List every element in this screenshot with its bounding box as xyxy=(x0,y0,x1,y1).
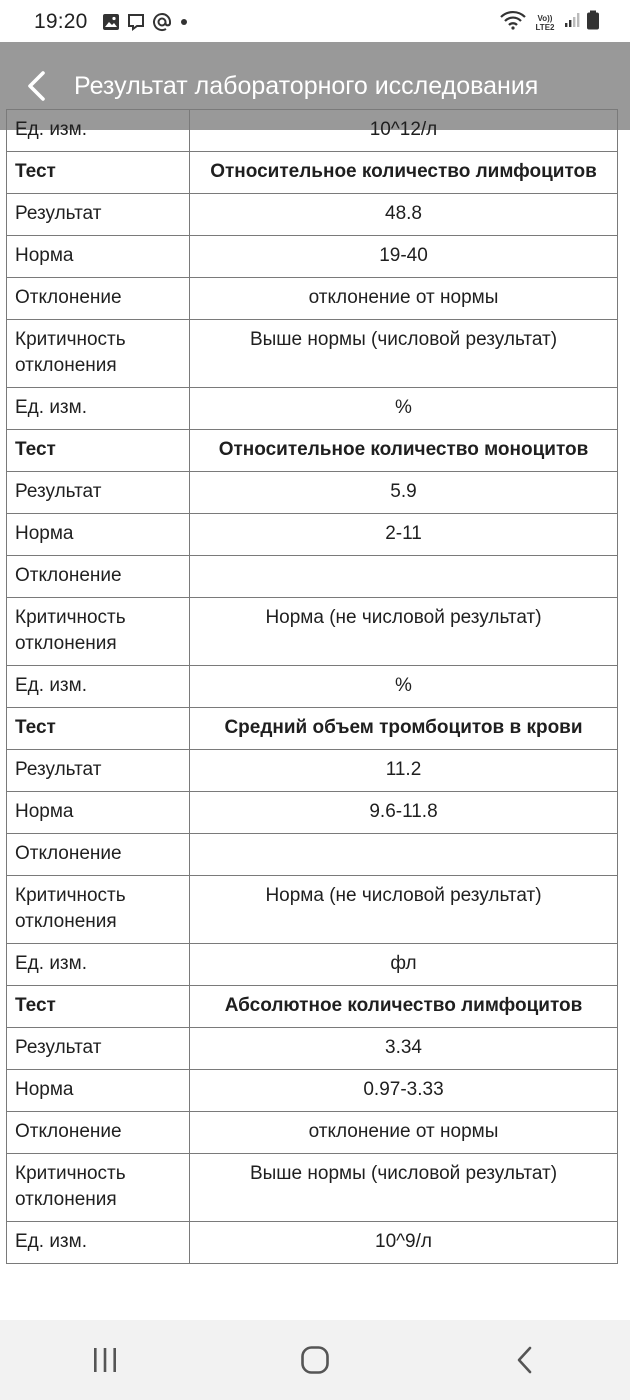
row-value: 10^12/л xyxy=(190,110,618,152)
test-name: Абсолютное количество лимфоцитов xyxy=(190,986,618,1028)
test-name: Относительное количество лимфоцитов xyxy=(190,152,618,194)
test-header-row xyxy=(7,152,618,194)
message-icon xyxy=(127,13,145,31)
notification-icons xyxy=(102,12,189,32)
test-name: Относительное количество моноцитов xyxy=(190,430,618,472)
table-row xyxy=(7,792,618,834)
back-arrow-icon xyxy=(25,70,47,102)
row-value: 2-11 xyxy=(190,514,618,556)
row-value: % xyxy=(190,666,618,708)
table-row xyxy=(7,320,618,388)
back-icon xyxy=(515,1345,535,1375)
table-row xyxy=(7,472,618,514)
page-title: Результат лабораторного исследования xyxy=(74,71,539,100)
nav-back-button[interactable] xyxy=(485,1330,565,1390)
test-label: Тест xyxy=(7,430,190,472)
test-label: Тест xyxy=(7,152,190,194)
row-value: 48.8 xyxy=(190,194,618,236)
row-value: 9.6-11.8 xyxy=(190,792,618,834)
row-key: Критичность отклонения xyxy=(7,876,190,944)
table-row xyxy=(7,598,618,666)
row-key: Критичность отклонения xyxy=(7,1154,190,1222)
row-key: Ед. изм. xyxy=(7,110,190,152)
battery-icon xyxy=(586,10,600,35)
signal-icon xyxy=(564,12,580,33)
results-scroll-area[interactable] xyxy=(0,119,630,1320)
system-icons xyxy=(500,10,600,35)
image-icon xyxy=(102,13,120,31)
table-row xyxy=(7,834,618,876)
wifi-icon xyxy=(500,10,526,35)
recent-apps-button[interactable] xyxy=(65,1330,145,1390)
row-key: Норма xyxy=(7,792,190,834)
row-value: фл xyxy=(190,944,618,986)
row-key: Критичность отклонения xyxy=(7,598,190,666)
table-row xyxy=(7,236,618,278)
row-value xyxy=(190,556,618,598)
row-value: 5.9 xyxy=(190,472,618,514)
row-key: Результат xyxy=(7,472,190,514)
test-label: Тест xyxy=(7,708,190,750)
row-key: Ед. изм. xyxy=(7,666,190,708)
row-value: 3.34 xyxy=(190,1028,618,1070)
row-value: 0.97-3.33 xyxy=(190,1070,618,1112)
table-row xyxy=(7,750,618,792)
home-button[interactable] xyxy=(275,1330,355,1390)
row-value: Выше нормы (числовой результат) xyxy=(190,1154,618,1222)
table-row xyxy=(7,1028,618,1070)
system-nav-bar xyxy=(0,1320,630,1400)
recent-apps-icon xyxy=(91,1347,119,1373)
test-header-row xyxy=(7,986,618,1028)
test-name: Средний объем тромбоцитов в крови xyxy=(190,708,618,750)
test-label: Тест xyxy=(7,986,190,1028)
table-row xyxy=(7,194,618,236)
dot-icon xyxy=(179,17,189,27)
status-time: 19:20 xyxy=(34,10,88,33)
row-key: Отклонение xyxy=(7,1112,190,1154)
row-value: 10^9/л xyxy=(190,1222,618,1264)
row-key: Результат xyxy=(7,194,190,236)
row-key: Критичность отклонения xyxy=(7,320,190,388)
row-value: Норма (не числовой результат) xyxy=(190,598,618,666)
row-value xyxy=(190,834,618,876)
row-value: % xyxy=(190,388,618,430)
row-value: 19-40 xyxy=(190,236,618,278)
row-key: Отклонение xyxy=(7,278,190,320)
row-value: Норма (не числовой результат) xyxy=(190,876,618,944)
network-type: Vo)) LTE2 xyxy=(535,13,555,32)
table-row xyxy=(7,1112,618,1154)
table-row xyxy=(7,1070,618,1112)
test-header-row xyxy=(7,430,618,472)
row-value: 11.2 xyxy=(190,750,618,792)
table-row xyxy=(7,1154,618,1222)
row-key: Норма xyxy=(7,1070,190,1112)
results-table xyxy=(6,109,618,1264)
row-key: Норма xyxy=(7,514,190,556)
table-row xyxy=(7,388,618,430)
table-row xyxy=(7,1222,618,1264)
test-header-row xyxy=(7,708,618,750)
table-row xyxy=(7,278,618,320)
row-value: отклонение от нормы xyxy=(190,278,618,320)
table-row xyxy=(7,666,618,708)
at-icon xyxy=(152,12,172,32)
row-key: Ед. изм. xyxy=(7,388,190,430)
row-key: Норма xyxy=(7,236,190,278)
status-bar xyxy=(0,0,630,42)
row-key: Результат xyxy=(7,750,190,792)
home-icon xyxy=(300,1345,330,1375)
row-key: Результат xyxy=(7,1028,190,1070)
table-row xyxy=(7,876,618,944)
row-key: Ед. изм. xyxy=(7,1222,190,1264)
table-row xyxy=(7,944,618,986)
row-key: Отклонение xyxy=(7,556,190,598)
row-value: отклонение от нормы xyxy=(190,1112,618,1154)
table-row xyxy=(7,556,618,598)
table-row xyxy=(7,514,618,556)
table-row xyxy=(7,110,618,152)
row-key: Отклонение xyxy=(7,834,190,876)
row-value: Выше нормы (числовой результат) xyxy=(190,320,618,388)
row-key: Ед. изм. xyxy=(7,944,190,986)
